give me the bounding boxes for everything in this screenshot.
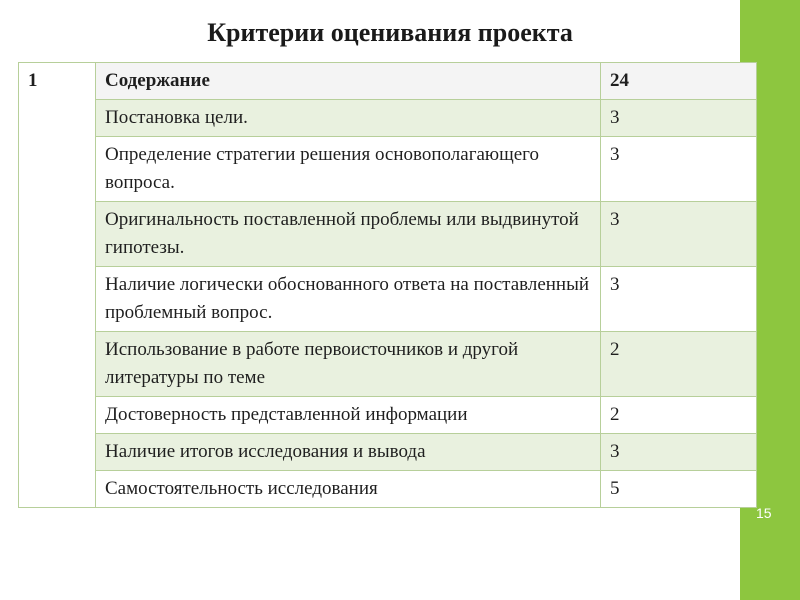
criterion-text: Наличие логически обоснованного ответа на поставленный проблемный вопрос. xyxy=(96,267,601,332)
criterion-text: Определение стратегии решения основополагающего вопроса. xyxy=(96,137,601,202)
criterion-text: Наличие итогов исследования и вывода xyxy=(96,434,601,471)
table-row xyxy=(19,434,757,471)
criterion-score: 3 xyxy=(601,267,757,332)
criterion-score: 5 xyxy=(601,471,757,508)
page-title: Критерии оценивания проекта xyxy=(207,18,573,47)
criterion-score: 3 xyxy=(601,100,757,137)
criterion-score: 2 xyxy=(601,397,757,434)
criterion-text: Достоверность представленной информации xyxy=(96,397,601,434)
table-row xyxy=(19,100,757,137)
section-number: 1 xyxy=(19,63,96,508)
criterion-text: Использование в работе первоисточников и другой литературы по теме xyxy=(96,332,601,397)
section-label: Содержание xyxy=(96,63,601,100)
table-row xyxy=(19,202,757,267)
criterion-text: Оригинальность поставленной проблемы или выдвинутой гипотезы. xyxy=(96,202,601,267)
table-row xyxy=(19,332,757,397)
slide-number: 15 xyxy=(756,505,772,521)
criterion-score: 3 xyxy=(601,434,757,471)
table-row xyxy=(19,137,757,202)
criterion-score: 2 xyxy=(601,332,757,397)
criteria-table xyxy=(18,62,757,508)
table-row xyxy=(19,471,757,508)
section-total-score: 24 xyxy=(601,63,757,100)
criterion-text: Постановка цели. xyxy=(96,100,601,137)
table-row xyxy=(19,397,757,434)
table-row xyxy=(19,267,757,332)
table-header-row xyxy=(19,63,757,100)
criterion-score: 3 xyxy=(601,202,757,267)
criterion-score: 3 xyxy=(601,137,757,202)
criterion-text: Самостоятельность исследования xyxy=(96,471,601,508)
